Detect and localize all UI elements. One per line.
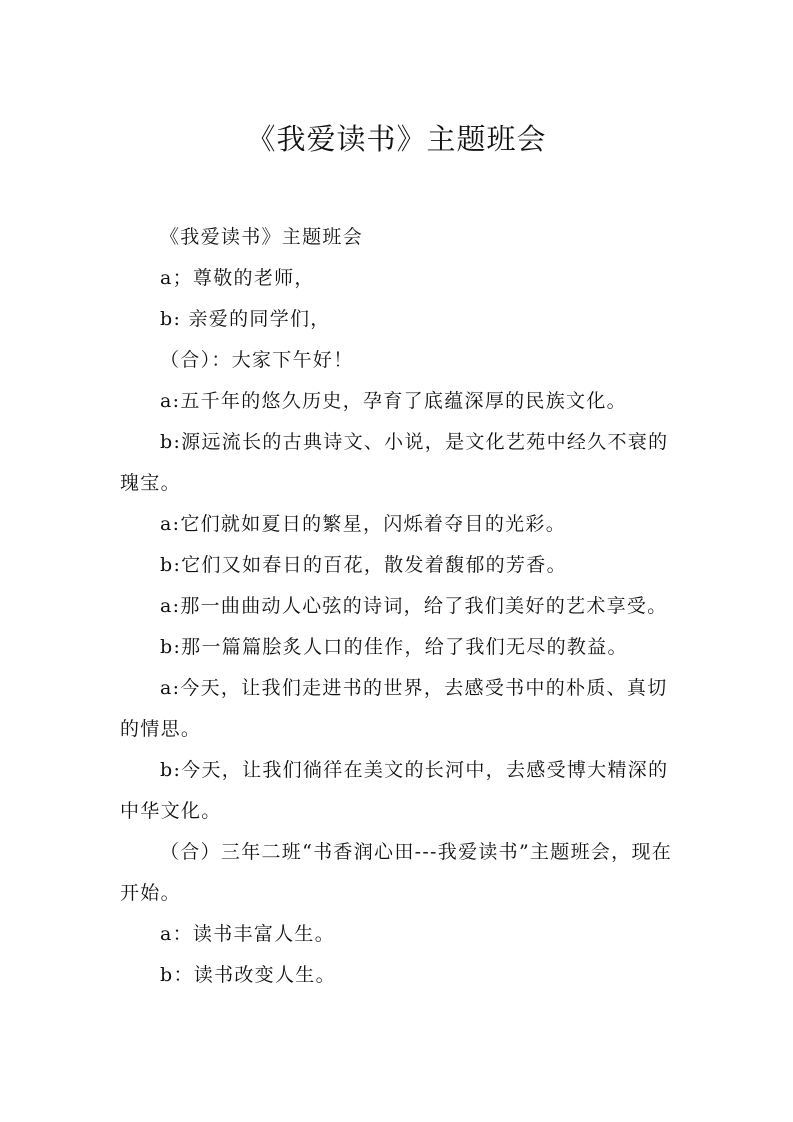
paragraph: a:它们就如夏日的繁星，闪烁着夺目的光彩。: [160, 513, 567, 535]
paragraph: b：读书改变人生。: [160, 964, 336, 986]
paragraph: b:那一篇篇脍炙人口的佳作，给了我们无尽的教益。: [160, 636, 628, 658]
paragraph: （合）：大家下午好！: [160, 349, 354, 371]
paragraph: a；尊敬的老师，: [160, 267, 315, 289]
paragraph: a：读书丰富人生。: [160, 923, 336, 945]
paragraph: a:今天，让我们走进书的世界，去感受书中的朴质、真切的情思。: [120, 677, 668, 740]
paragraph: b:它们又如春日的百花，散发着馥郁的芳香。: [160, 554, 567, 576]
paragraph: a:五千年的悠久历史，孕育了底蕴深厚的民族文化。: [160, 390, 627, 412]
document-body: [120, 217, 680, 996]
paragraph: a:那一曲曲动人心弦的诗词，给了我们美好的艺术享受。: [160, 595, 668, 617]
paragraph: （合）三年二班“书香润心田---我爱读书”主题班会，现在开始。: [120, 841, 673, 904]
document-title: 《我爱读书》主题班会: [246, 122, 547, 156]
paragraph: 《我爱读书》主题班会: [160, 226, 364, 248]
paragraph: b: 亲爱的同学们，: [160, 308, 331, 330]
paragraph: b:今天，让我们徜徉在美文的长河中，去感受博大精深的中华文化。: [120, 759, 669, 822]
paragraph: b:源远流长的古典诗文、小说，是文化艺苑中经久不衰的瑰宝。: [120, 431, 669, 494]
